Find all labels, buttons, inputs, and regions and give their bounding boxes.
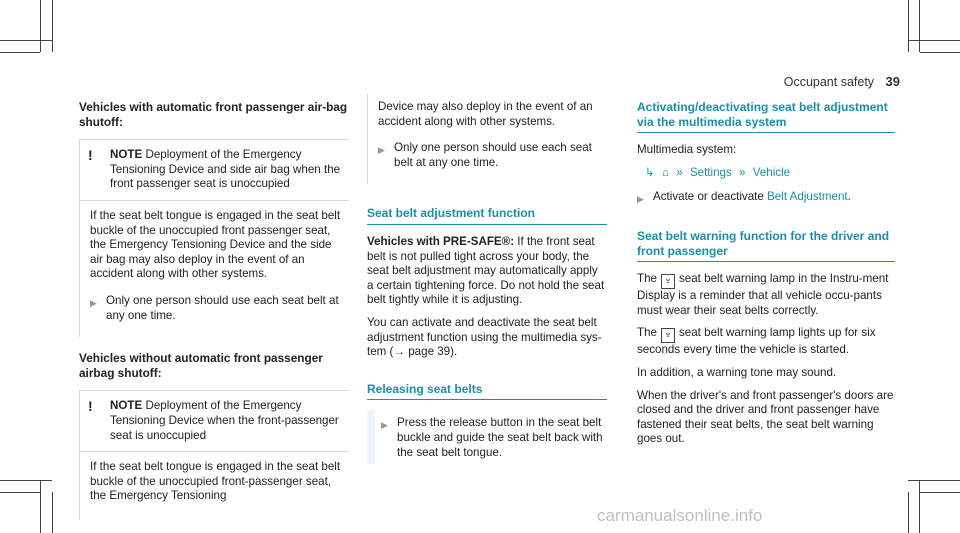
heading-no-automatic-shutoff: Vehicles without automatic front passenger airbag shutoff: xyxy=(79,351,323,380)
belt-adjustment-link[interactable]: Belt Adjustment xyxy=(767,190,848,204)
crop-mark xyxy=(52,0,53,52)
list-item xyxy=(378,141,599,170)
page-number: 39 xyxy=(885,74,900,89)
arrow-icon: ▶ xyxy=(90,297,97,308)
crop-mark xyxy=(908,0,909,52)
column-right xyxy=(637,100,895,455)
section-heading: Releasing seat belts xyxy=(367,382,607,401)
seat-belt-icon: ♆ xyxy=(661,328,675,343)
crop-mark xyxy=(919,0,920,52)
crop-mark xyxy=(908,40,960,41)
column-left xyxy=(79,100,349,520)
note-continuation xyxy=(367,94,607,184)
arrow-icon: ▶ xyxy=(378,145,385,156)
crop-mark xyxy=(920,52,960,53)
paragraph: Vehicles with PRE-SAFE®: If the front seat belt is not pulled tight across your body, the seat belt adjustment may automatically apply a certain tightening force. Do not hold the seat belt tightly while it is adjusting. xyxy=(367,234,605,307)
arrow-icon: ▶ xyxy=(381,420,388,431)
section-heading: Seat belt warning function for the driver and front passenger xyxy=(637,229,895,262)
paragraph: The ♆ seat belt warning lamp in the Instru-ment Display is a reminder that all vehicle occu-pants must wear their seat belts correctly. xyxy=(637,272,889,317)
note-paragraph: Device may also deploy in the event of an accident along with other systems. xyxy=(378,100,593,128)
note-label: NOTE xyxy=(110,399,143,413)
crop-mark xyxy=(0,52,40,53)
arrow-icon: ▶ xyxy=(637,194,644,205)
heading-automatic-shutoff: Vehicles with automatic front passenger air-bag shutoff: xyxy=(79,100,348,129)
paragraph: In addition, a warning tone may sound. xyxy=(637,365,837,379)
path-arrow-icon: ↳ xyxy=(645,165,655,179)
note-body xyxy=(80,452,349,520)
page-header xyxy=(784,74,900,89)
chevron-right-icon: » xyxy=(739,165,746,179)
seat-belt-icon: ♆ xyxy=(661,274,675,289)
warning-icon: ! xyxy=(88,147,93,164)
note-body xyxy=(80,201,349,337)
crop-mark xyxy=(908,492,909,533)
crop-mark xyxy=(0,480,52,481)
path-vehicle[interactable]: Vehicle xyxy=(752,165,791,179)
crop-mark xyxy=(908,480,960,481)
crop-mark xyxy=(40,0,41,52)
note-box xyxy=(79,390,349,520)
paragraph: Multimedia system: xyxy=(637,143,737,157)
note-header xyxy=(80,391,349,452)
list-item: ▶ Activate or deactivate Belt Adjustment. xyxy=(637,190,895,207)
paragraph: The ♆ seat belt warning lamp lights up for six seconds every time the vehicle is started. xyxy=(637,326,876,357)
crop-mark xyxy=(40,480,41,533)
path-settings[interactable]: Settings xyxy=(689,165,732,179)
note-paragraph: If the seat belt tongue is engaged in the seat belt buckle of the unoccupied front-passenger seat, the Emergency Tensioning xyxy=(90,460,341,503)
crop-mark xyxy=(52,492,53,533)
home-icon[interactable]: ⌂ xyxy=(661,165,669,179)
paragraph: When the driver's and front passenger's doors are closed and the driver and front passenger have fastened their seat belts, the seat belt warning goes out. xyxy=(637,388,894,446)
column-middle xyxy=(367,100,607,474)
bullet-text: Only one person should use each seat belt at any one time. xyxy=(106,293,339,322)
watermark: carmanualsonline.info xyxy=(597,506,763,525)
section-title: Occupant safety xyxy=(783,75,875,89)
bullet-text: Only one person should use each seat belt at any one time. xyxy=(394,141,592,169)
paragraph: You can activate and deactivate the seat belt adjustment function using the multimedia sys-tem (→ page 39). xyxy=(367,315,602,359)
warning-icon: ! xyxy=(88,398,93,415)
note-paragraph: If the seat belt tongue is engaged in the seat belt buckle of the unoccupied front passenger seat, the Emergency Tensioning Device and the side air bag may also deploy in the event of an accident along with other systems. xyxy=(90,208,341,281)
section-heading: Seat belt adjustment function xyxy=(367,206,607,225)
list-item xyxy=(367,410,607,464)
crop-mark xyxy=(920,492,960,493)
note-box xyxy=(79,139,349,337)
note-label: NOTE xyxy=(110,148,143,162)
bullet-text: Press the release button in the seat belt buckle and guide the seat belt back with the seat belt tongue. xyxy=(397,416,603,459)
paragraph-lead: Vehicles with PRE-SAFE®: xyxy=(367,234,515,248)
crop-mark xyxy=(919,480,920,533)
section-heading: Activating/deactivating seat belt adjustment via the multimedia system xyxy=(637,100,895,133)
crop-mark xyxy=(0,492,40,493)
note-header xyxy=(80,140,349,201)
note-text: Deployment of the Emergency Tensioning Device and side air bag when the front passenger seat is unoccupied xyxy=(110,148,341,191)
note-text: Deployment of the Emergency Tensioning Device when the front-passenger seat is unoccupied xyxy=(110,399,339,442)
crop-mark xyxy=(0,40,52,41)
list-item xyxy=(90,294,341,323)
menu-path xyxy=(645,166,895,181)
chevron-right-icon: » xyxy=(676,165,683,179)
